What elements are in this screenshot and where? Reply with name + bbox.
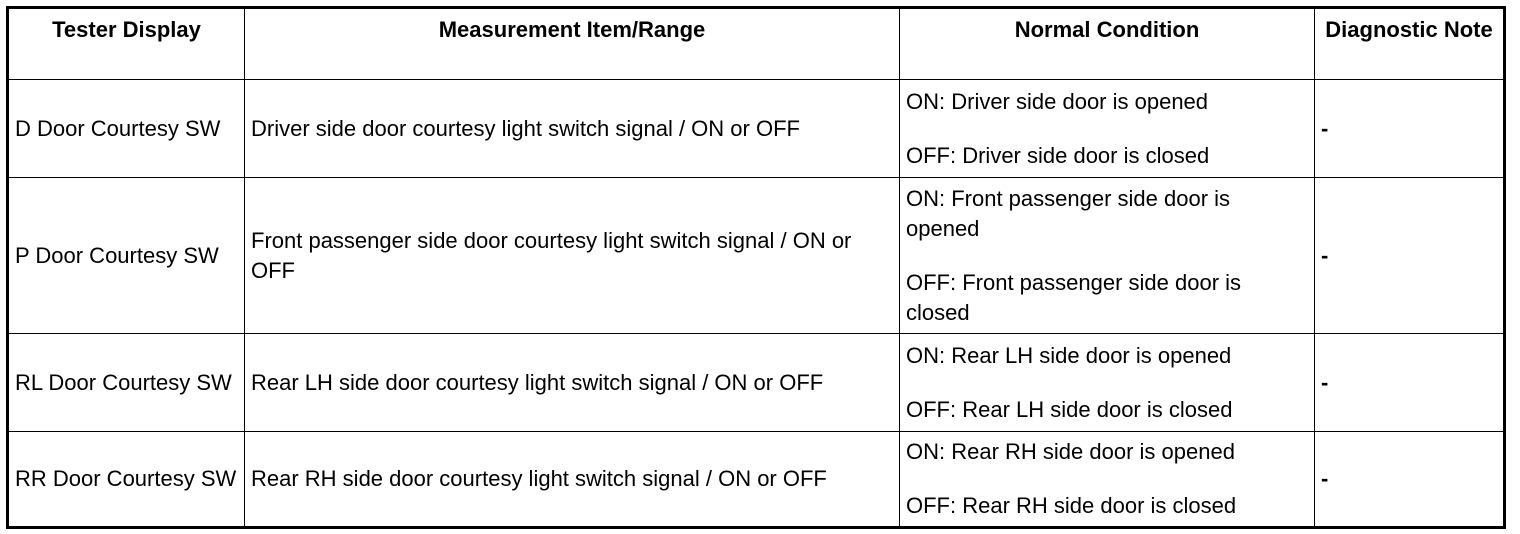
tester-display-cell: RR Door Courtesy SW (8, 432, 245, 528)
header-tester-display: Tester Display (8, 8, 245, 80)
condition-on-text: ON: Rear RH side door is opened (906, 439, 1235, 464)
condition-on-text: ON: Rear LH side door is opened (906, 342, 1232, 368)
tester-display-cell: RL Door Courtesy SW (8, 334, 245, 432)
condition-on-text: ON: Front passenger side door is opened (906, 185, 1231, 241)
normal-condition-cell (900, 178, 1315, 334)
condition-on-text: ON: Driver side door is opened (906, 88, 1209, 114)
measurement-cell: Front passenger side door courtesy light switch signal / ON or OFF (245, 178, 900, 334)
table-row (8, 178, 1505, 334)
diagnostic-note-cell: - (1315, 80, 1505, 178)
diagnostic-note-cell: - (1315, 432, 1505, 528)
table-row (8, 432, 1505, 528)
data-list-table (6, 6, 1506, 529)
normal-condition-cell (900, 334, 1315, 432)
normal-condition-cell (900, 80, 1315, 178)
header-diagnostic-note: Diagnostic Note (1315, 8, 1505, 80)
header-measurement-item-range: Measurement Item/Range (245, 8, 900, 80)
table-row (8, 80, 1505, 178)
condition-off-text: OFF: Front passenger side door is closed (906, 269, 1242, 325)
table-row (8, 334, 1505, 432)
normal-condition-cell (900, 432, 1315, 528)
measurement-cell: Driver side door courtesy light switch signal / ON or OFF (245, 80, 900, 178)
condition-off-text: OFF: Driver side door is closed (906, 142, 1210, 168)
diagnostic-note-cell: - (1315, 178, 1505, 334)
condition-off-text: OFF: Rear LH side door is closed (906, 396, 1233, 422)
header-normal-condition: Normal Condition (900, 8, 1315, 80)
header-row (8, 8, 1505, 80)
diagnostic-note-cell: - (1315, 334, 1505, 432)
tester-display-cell: P Door Courtesy SW (8, 178, 245, 334)
condition-off-text: OFF: Rear RH side door is closed (906, 493, 1237, 518)
measurement-cell: Rear RH side door courtesy light switch signal / ON or OFF (245, 432, 900, 528)
tester-display-cell: D Door Courtesy SW (8, 80, 245, 178)
measurement-cell: Rear LH side door courtesy light switch signal / ON or OFF (245, 334, 900, 432)
